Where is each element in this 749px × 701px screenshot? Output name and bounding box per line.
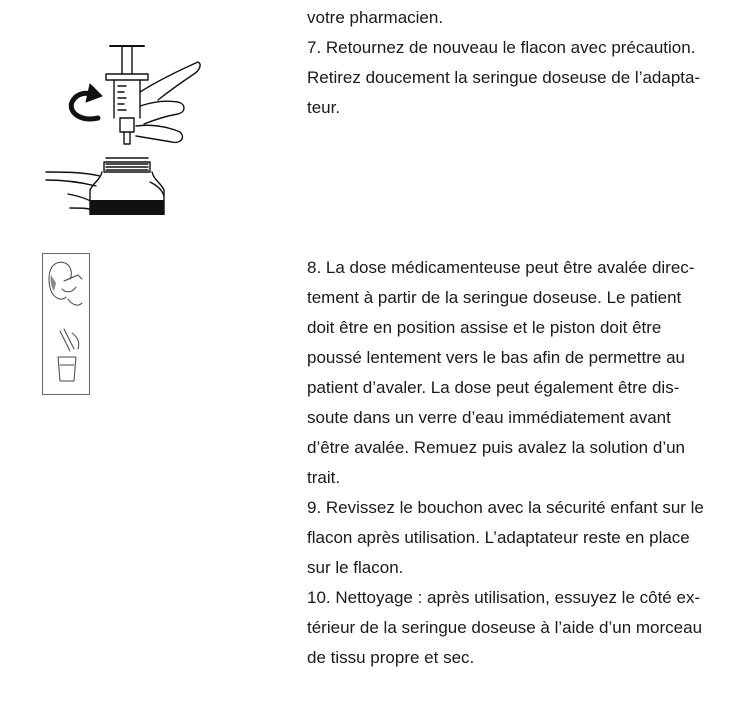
patient-dosing-icon xyxy=(42,253,90,395)
instruction-line: flacon après utilisation. L’adaptateur reste en place xyxy=(307,528,690,547)
syringe-withdraw-icon xyxy=(40,40,205,215)
instruction-line: soute dans un verre d’eau immédiatement avant xyxy=(307,408,671,427)
instruction-line: 7. Retournez de nouveau le flacon avec précaution. xyxy=(307,38,696,57)
instruction-line: patient d’avaler. La dose peut également être dis- xyxy=(307,378,680,397)
instruction-line: teur. xyxy=(307,98,341,117)
instruction-line: 9. Revissez le bouchon avec la sécurité enfant sur le xyxy=(307,498,704,517)
instruction-line: votre pharmacien. xyxy=(307,8,444,27)
patient-dosing-illustration xyxy=(42,253,90,395)
instruction-line: 10. Nettoyage : après utilisation, essuyez le côté ex- xyxy=(307,588,701,607)
instruction-line: sur le flacon. xyxy=(307,558,404,577)
instructions-bottom xyxy=(307,253,743,673)
instructions-top xyxy=(307,3,743,123)
instruction-line: Retirez doucement la seringue doseuse de l’adapta- xyxy=(307,68,701,87)
instruction-line: de tissu propre et sec. xyxy=(307,648,475,667)
instruction-line: d’être avalée. Remuez puis avalez la solution d’un xyxy=(307,438,686,457)
instruction-line: térieur de la seringue doseuse à l’aide d’un morceau xyxy=(307,618,703,637)
instruction-line: tement à partir de la seringue doseuse. Le patient xyxy=(307,288,682,307)
syringe-withdraw-illustration xyxy=(40,40,205,215)
instruction-line: doit être en position assise et le piston doit être xyxy=(307,318,662,337)
instruction-line: trait. xyxy=(307,468,341,487)
instruction-line: poussé lentement vers le bas afin de permettre au xyxy=(307,348,685,367)
instruction-line: 8. La dose médicamenteuse peut être avalée direc- xyxy=(307,258,695,277)
